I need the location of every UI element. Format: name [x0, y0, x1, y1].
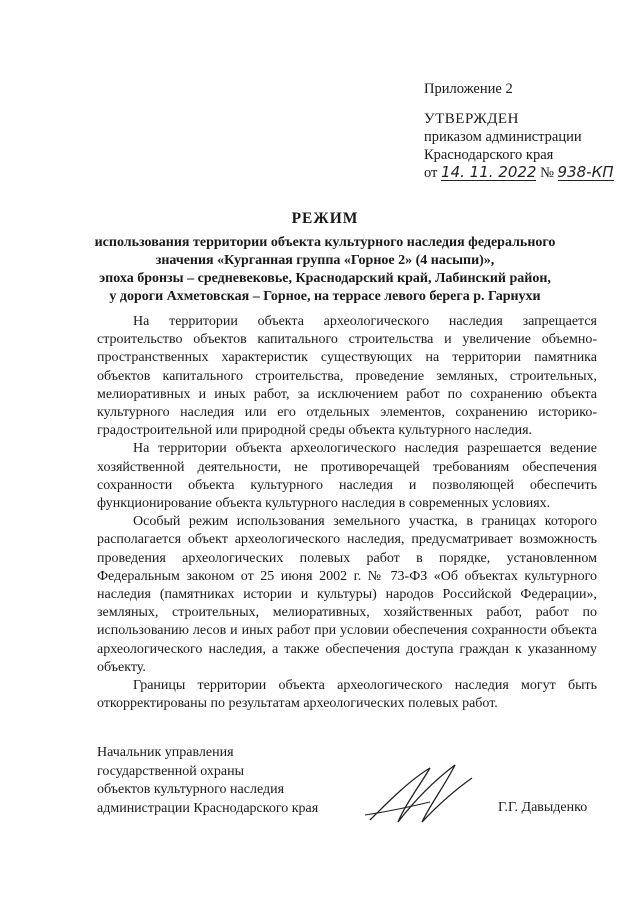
title-line: использования территории объекта культурного наследия федерального: [94, 235, 556, 250]
title-heading: РЕЖИМ: [291, 210, 359, 227]
body-paragraph: На территории объекта археологического наследия запрещается строительство объектов капитального строительства и увеличение объемно-пространственных характеристик существующих на территории памятника объектов капитального строительства, проведение земляных, строительных, мелиоративных и иных работ, за исключением работ по сохранению объекта культурного наследия или его отдельных элементов, сохранению историко-градостроительной или природной среды объекта культурного наследия.: [97, 314, 597, 439]
handwritten-date: 14. 11. 2022: [441, 163, 537, 181]
position-line: Начальник управления: [97, 745, 234, 760]
body-paragraph: Границы территории объекта археологического наследия могут быть откорректированы по результатам археологических полевых работ.: [97, 678, 597, 712]
from-label: от: [424, 165, 438, 181]
appendix-label: Приложение 2: [424, 81, 513, 97]
position-line: государственной охраны: [97, 763, 245, 779]
signatory-position: [97, 744, 318, 818]
position-line: объектов культурного наследия: [97, 782, 285, 797]
body-paragraph: На территории объекта археологического наследия разрешается ведение хозяйственной деятельности, не противоречащей требованиям обеспечения сохранности объекта культурного наследия и позволяющей обеспечить функционирование объекта культурного наследия в современных условиях.: [97, 441, 597, 512]
document-body: [97, 313, 597, 713]
approval-line-1: приказом администрации: [424, 129, 582, 145]
order-date-line: [424, 164, 624, 182]
title-line: значения «Курганная группа «Горное 2» (4 насыпи)»,: [155, 253, 495, 268]
title-line: эпоха бронзы – средневековье, Краснодарский край, Лабинский район,: [99, 271, 551, 286]
document-title: [60, 210, 590, 306]
signatory-name: Г.Г. Давыденко: [498, 800, 588, 815]
title-line: у дороги Ахметовская – Горное, на террасе левого берега р. Гарнухи: [109, 289, 541, 304]
body-paragraph: Особый режим использования земельного участка, в границах которого располагается объект археологического наследия, предусматривает возможность проведения археологических полевых работ в порядке, установленном Федеральным законом от 25 июня 2002 г. № 73-ФЗ «Об объектах культурного наследия (памятниках истории и культуры) народов Российской Федерации», земляных, строительных, мелиоративных, хозяйственных работ, работ по использованию лесов и иных работ при условии обеспечения сохранности объекта археологического наследия, а также обеспечения доступа граждан к указанному объекту.: [97, 514, 597, 675]
approval-block: [424, 80, 624, 182]
approval-line-2: Краснодарского края: [424, 147, 554, 163]
number-label: №: [540, 165, 554, 181]
approved-label: УТВЕРЖДЕН: [424, 111, 519, 127]
handwritten-order-number: 938-КП: [557, 163, 614, 181]
handwritten-signature: [360, 760, 480, 830]
position-line: администрации Краснодарского края: [97, 800, 319, 816]
